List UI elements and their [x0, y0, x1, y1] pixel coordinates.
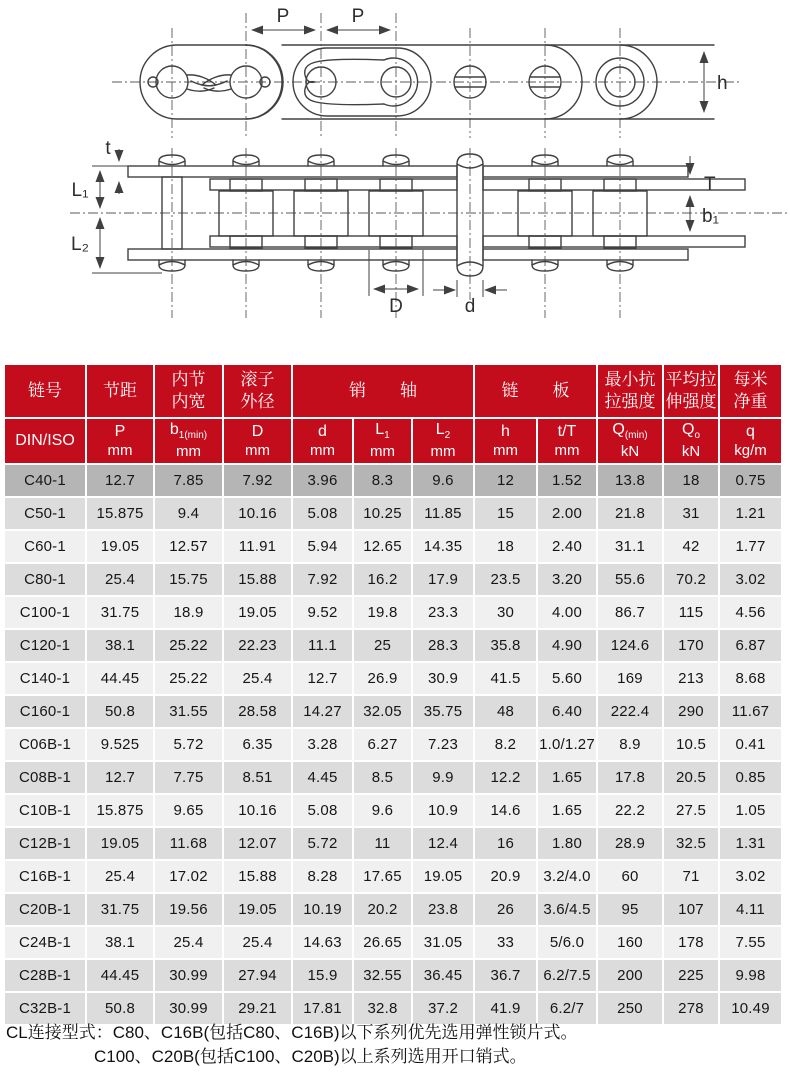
spec-value-cell: 30.99 — [155, 960, 222, 991]
col-group-pitch: 节距 — [87, 365, 153, 417]
spec-value-cell: 15.875 — [87, 795, 153, 826]
chain-number-cell: C24B-1 — [5, 927, 85, 958]
spec-value-cell: 15.88 — [224, 564, 291, 595]
spec-value-cell: 169 — [598, 663, 662, 694]
chain-number-cell: C28B-1 — [5, 960, 85, 991]
col-symbol-pitch-p: P mm — [87, 419, 153, 463]
spec-value-cell: 9.6 — [413, 465, 473, 496]
spec-value-cell: 38.1 — [87, 927, 153, 958]
spec-value-cell: 9.9 — [413, 762, 473, 793]
spec-value-cell: 4.45 — [293, 762, 352, 793]
spec-value-cell: 12.7 — [293, 663, 352, 694]
spec-value-cell: 7.85 — [155, 465, 222, 496]
spec-value-cell: 41.5 — [475, 663, 536, 694]
spec-value-cell: 17.65 — [354, 861, 411, 892]
spec-value-cell: 9.6 — [354, 795, 411, 826]
table-row — [5, 762, 781, 793]
spec-value-cell: 16.2 — [354, 564, 411, 595]
spec-value-cell: 6.27 — [354, 729, 411, 760]
spec-value-cell: 7.23 — [413, 729, 473, 760]
spec-value-cell: 25.4 — [87, 861, 153, 892]
spec-value-cell: 3.20 — [538, 564, 596, 595]
spec-value-cell: 50.8 — [87, 993, 153, 1024]
spec-value-cell: 20.9 — [475, 861, 536, 892]
spec-value-cell: 70.2 — [664, 564, 718, 595]
spec-value-cell: 27.5 — [664, 795, 718, 826]
spec-value-cell: 1.80 — [538, 828, 596, 859]
table-row — [5, 696, 781, 727]
spec-value-cell: 5.72 — [293, 828, 352, 859]
spec-value-cell: 3.28 — [293, 729, 352, 760]
spec-value-cell: 3.2/4.0 — [538, 861, 596, 892]
spec-value-cell: 10.49 — [720, 993, 781, 1024]
table-row — [5, 630, 781, 661]
spec-value-cell: 19.05 — [224, 894, 291, 925]
spec-value-cell: 19.05 — [87, 828, 153, 859]
spec-value-cell: 36.7 — [475, 960, 536, 991]
spec-value-cell: 55.6 — [598, 564, 662, 595]
spec-value-cell: 1.52 — [538, 465, 596, 496]
spec-value-cell: 10.16 — [224, 498, 291, 529]
spec-value-cell: 4.00 — [538, 597, 596, 628]
spec-value-cell: 44.45 — [87, 663, 153, 694]
spec-value-cell: 11.91 — [224, 531, 291, 562]
spec-value-cell: 19.05 — [413, 861, 473, 892]
spec-value-cell: 14.27 — [293, 696, 352, 727]
spec-value-cell: 41.9 — [475, 993, 536, 1024]
dim-label-h: h — [717, 73, 728, 94]
spec-value-cell: 200 — [598, 960, 662, 991]
spec-value-cell: 170 — [664, 630, 718, 661]
spec-value-cell: 25.22 — [155, 663, 222, 694]
spec-value-cell: 8.9 — [598, 729, 662, 760]
spec-value-cell: 11.85 — [413, 498, 473, 529]
chain-number-cell: C08B-1 — [5, 762, 85, 793]
spec-value-cell: 213 — [664, 663, 718, 694]
spec-value-cell: 25.4 — [224, 663, 291, 694]
spec-value-cell: 44.45 — [87, 960, 153, 991]
spec-value-cell: 25.22 — [155, 630, 222, 661]
spec-value-cell: 2.40 — [538, 531, 596, 562]
spec-value-cell: 5.60 — [538, 663, 596, 694]
spec-value-cell: 3.6/4.5 — [538, 894, 596, 925]
spec-value-cell: 27.94 — [224, 960, 291, 991]
spec-value-cell: 5.94 — [293, 531, 352, 562]
col-symbol-din-iso: DIN/ISO — [5, 419, 85, 463]
spec-value-cell: 12.65 — [354, 531, 411, 562]
spec-value-cell: 10.16 — [224, 795, 291, 826]
col-symbol-l2: $L_2$ mm — [413, 419, 473, 463]
spec-value-cell: 23.3 — [413, 597, 473, 628]
chain-number-cell: C16B-1 — [5, 861, 85, 892]
table-row — [5, 729, 781, 760]
spec-value-cell: 32.8 — [354, 993, 411, 1024]
spec-value-cell: 48 — [475, 696, 536, 727]
spec-value-cell: 8.2 — [475, 729, 536, 760]
col-symbol-qo: $Q_o$ kN — [664, 419, 718, 463]
col-group-pin: 销 轴 — [293, 365, 473, 417]
spec-value-cell: 23.5 — [475, 564, 536, 595]
spec-value-cell: 12.07 — [224, 828, 291, 859]
spec-value-cell: 5/6.0 — [538, 927, 596, 958]
chain-number-cell: C12B-1 — [5, 828, 85, 859]
spec-value-cell: 31.55 — [155, 696, 222, 727]
spec-value-cell: 12.4 — [413, 828, 473, 859]
spec-value-cell: 160 — [598, 927, 662, 958]
spec-value-cell: 7.55 — [720, 927, 781, 958]
spec-value-cell: 9.4 — [155, 498, 222, 529]
spec-value-cell: 30.9 — [413, 663, 473, 694]
spec-value-cell: 15 — [475, 498, 536, 529]
dim-label-b1: b₁ — [702, 206, 719, 227]
spec-value-cell: 8.51 — [224, 762, 291, 793]
spec-value-cell: 15.75 — [155, 564, 222, 595]
spec-value-cell: 18 — [664, 465, 718, 496]
spec-value-cell: 14.6 — [475, 795, 536, 826]
spec-value-cell: 17.81 — [293, 993, 352, 1024]
spec-value-cell: 4.90 — [538, 630, 596, 661]
spec-value-cell: 22.2 — [598, 795, 662, 826]
spec-value-cell: 38.1 — [87, 630, 153, 661]
table-row — [5, 960, 781, 991]
spec-value-cell: 28.9 — [598, 828, 662, 859]
spec-value-cell: 8.68 — [720, 663, 781, 694]
spec-value-cell: 250 — [598, 993, 662, 1024]
spec-value-cell: 9.52 — [293, 597, 352, 628]
chain-number-cell: C50-1 — [5, 498, 85, 529]
spec-value-cell: 22.23 — [224, 630, 291, 661]
chain-number-cell: C160-1 — [5, 696, 85, 727]
spec-value-cell: 1.31 — [720, 828, 781, 859]
spec-value-cell: 10.25 — [354, 498, 411, 529]
col-symbol-q: q kg/m — [720, 419, 781, 463]
col-group-roller-dia: 滚子 外径 — [224, 365, 291, 417]
spec-value-cell: 12.57 — [155, 531, 222, 562]
table-row — [5, 531, 781, 562]
spec-value-cell: 7.92 — [224, 465, 291, 496]
cotter-pin-legs-left — [187, 75, 216, 91]
spec-value-cell: 10.5 — [664, 729, 718, 760]
spec-value-cell: 60 — [598, 861, 662, 892]
spec-value-cell: 12.2 — [475, 762, 536, 793]
table-header-symbols — [5, 419, 781, 463]
spec-value-cell: 6.2/7.5 — [538, 960, 596, 991]
spec-value-cell: 20.2 — [354, 894, 411, 925]
spec-value-cell: 8.28 — [293, 861, 352, 892]
table-row — [5, 795, 781, 826]
footnote-line-2: C100、C20B(包括C100、C20B)以上系列选用开口销式。 — [94, 1046, 527, 1066]
spec-value-cell: 1.65 — [538, 762, 596, 793]
spec-value-cell: 71 — [664, 861, 718, 892]
chain-number-cell: C06B-1 — [5, 729, 85, 760]
dim-label-pitch-2: P — [351, 6, 365, 27]
spec-value-cell: 4.56 — [720, 597, 781, 628]
spec-value-cell: 0.85 — [720, 762, 781, 793]
spec-value-cell: 11.68 — [155, 828, 222, 859]
spec-value-cell: 17.8 — [598, 762, 662, 793]
table-row — [5, 828, 781, 859]
spec-value-cell: 7.75 — [155, 762, 222, 793]
spec-value-cell: 32.05 — [354, 696, 411, 727]
spec-value-cell: 17.9 — [413, 564, 473, 595]
dim-label-d: d — [464, 296, 476, 317]
col-symbol-tt: t/T mm — [538, 419, 596, 463]
spec-value-cell: 19.05 — [224, 597, 291, 628]
spec-value-cell: 3.02 — [720, 861, 781, 892]
spec-value-cell: 9.65 — [155, 795, 222, 826]
spec-value-cell: 222.4 — [598, 696, 662, 727]
spec-value-cell: 12 — [475, 465, 536, 496]
spec-value-cell: 18 — [475, 531, 536, 562]
spec-value-cell: 9.525 — [87, 729, 153, 760]
spec-value-cell: 107 — [664, 894, 718, 925]
spec-value-cell: 11 — [354, 828, 411, 859]
spec-table-body — [5, 465, 781, 1024]
spec-value-cell: 5.08 — [293, 498, 352, 529]
spec-value-cell: 4.11 — [720, 894, 781, 925]
col-symbol-qmin: $Q_{(min)}$ kN — [598, 419, 662, 463]
spec-value-cell: 225 — [664, 960, 718, 991]
spec-value-cell: 10.9 — [413, 795, 473, 826]
chain-side-view — [128, 154, 745, 276]
col-group-inner-width: 内节 内宽 — [155, 365, 222, 417]
chain-number-cell: C40-1 — [5, 465, 85, 496]
spec-value-cell: 25.4 — [155, 927, 222, 958]
spec-value-cell: 30 — [475, 597, 536, 628]
spec-value-cell: 6.35 — [224, 729, 291, 760]
table-row — [5, 498, 781, 529]
spec-value-cell: 31.75 — [87, 597, 153, 628]
col-group-avg-tensile: 平均拉 伸强度 — [664, 365, 718, 417]
footnote-line-1: CL连接型式：C80、C16B(包括C80、C16B)以下系列优先选用弹性锁片式。 — [6, 1023, 578, 1042]
spec-value-cell: 1.77 — [720, 531, 781, 562]
spec-value-cell: 19.05 — [87, 531, 153, 562]
spec-value-cell: 1.0/1.27 — [538, 729, 596, 760]
spec-value-cell: 33 — [475, 927, 536, 958]
spec-table-wrap — [3, 363, 783, 1026]
spec-value-cell: 2.00 — [538, 498, 596, 529]
spec-value-cell: 14.35 — [413, 531, 473, 562]
table-row — [5, 861, 781, 892]
chain-number-cell: C32B-1 — [5, 993, 85, 1024]
col-group-chain-no: 链号 — [5, 365, 85, 417]
spec-value-cell: 31 — [664, 498, 718, 529]
spec-value-cell: 13.8 — [598, 465, 662, 496]
spec-value-cell: 30.99 — [155, 993, 222, 1024]
chain-number-cell: C120-1 — [5, 630, 85, 661]
spec-value-cell: 19.56 — [155, 894, 222, 925]
table-row — [5, 993, 781, 1024]
spec-value-cell: 178 — [664, 927, 718, 958]
spec-value-cell: 3.02 — [720, 564, 781, 595]
chain-technical-drawing — [0, 0, 790, 340]
spec-value-cell: 9.98 — [720, 960, 781, 991]
table-row — [5, 927, 781, 958]
spec-value-cell: 278 — [664, 993, 718, 1024]
dim-label-D: D — [389, 296, 403, 317]
spec-value-cell: 1.21 — [720, 498, 781, 529]
chain-number-cell: C80-1 — [5, 564, 85, 595]
spec-value-cell: 15.875 — [87, 498, 153, 529]
spec-value-cell: 31.75 — [87, 894, 153, 925]
spec-value-cell: 17.02 — [155, 861, 222, 892]
spec-value-cell: 6.87 — [720, 630, 781, 661]
table-row — [5, 564, 781, 595]
spec-value-cell: 19.8 — [354, 597, 411, 628]
dim-label-pitch-1: P — [276, 6, 290, 27]
spec-value-cell: 14.63 — [293, 927, 352, 958]
table-row — [5, 663, 781, 694]
dim-label-l1: L₁ — [71, 180, 89, 201]
spec-value-cell: 35.75 — [413, 696, 473, 727]
spec-value-cell: 18.9 — [155, 597, 222, 628]
spec-value-cell: 25 — [354, 630, 411, 661]
col-symbol-b1min: $b_{1(min)}$ mm — [155, 419, 222, 463]
col-group-min-tensile: 最小抗 拉强度 — [598, 365, 662, 417]
spec-value-cell: 290 — [664, 696, 718, 727]
spec-value-cell: 15.9 — [293, 960, 352, 991]
col-symbol-h: h mm — [475, 419, 536, 463]
chain-number-cell: C10B-1 — [5, 795, 85, 826]
spec-value-cell: 26.65 — [354, 927, 411, 958]
spec-value-cell: 25.4 — [87, 564, 153, 595]
spec-value-cell: 12.7 — [87, 762, 153, 793]
spec-value-cell: 26 — [475, 894, 536, 925]
spec-value-cell: 26.9 — [354, 663, 411, 694]
spec-value-cell: 25.4 — [224, 927, 291, 958]
spec-value-cell: 0.75 — [720, 465, 781, 496]
col-symbol-l1: $L_1$ mm — [354, 419, 411, 463]
dim-label-T: T — [704, 174, 716, 195]
table-row — [5, 465, 781, 496]
spec-value-cell: 115 — [664, 597, 718, 628]
chain-spec-table — [3, 363, 783, 1026]
chain-number-cell: C60-1 — [5, 531, 85, 562]
dim-label-l2: L₂ — [71, 234, 89, 255]
spec-value-cell: 5.08 — [293, 795, 352, 826]
spec-value-cell: 1.05 — [720, 795, 781, 826]
spec-value-cell: 95 — [598, 894, 662, 925]
spec-value-cell: 32.5 — [664, 828, 718, 859]
spec-value-cell: 32.55 — [354, 960, 411, 991]
spec-value-cell: 16 — [475, 828, 536, 859]
spec-value-cell: 1.65 — [538, 795, 596, 826]
spec-value-cell: 31.05 — [413, 927, 473, 958]
spec-value-cell: 50.8 — [87, 696, 153, 727]
cotter-pin-legs-right — [202, 75, 231, 91]
dim-label-t: t — [105, 138, 111, 159]
spec-value-cell: 42 — [664, 531, 718, 562]
spec-value-cell: 15.88 — [224, 861, 291, 892]
table-row — [5, 597, 781, 628]
spec-value-cell: 28.58 — [224, 696, 291, 727]
spec-value-cell: 11.67 — [720, 696, 781, 727]
table-header-groups — [5, 365, 781, 417]
spec-value-cell: 12.7 — [87, 465, 153, 496]
chain-number-cell: C100-1 — [5, 597, 85, 628]
spec-value-cell: 86.7 — [598, 597, 662, 628]
spec-value-cell: 3.96 — [293, 465, 352, 496]
spec-value-cell: 7.92 — [293, 564, 352, 595]
spec-value-cell: 31.1 — [598, 531, 662, 562]
col-symbol-pin-d: d mm — [293, 419, 352, 463]
spec-value-cell: 23.8 — [413, 894, 473, 925]
col-group-plate: 链 板 — [475, 365, 596, 417]
spec-value-cell: 5.72 — [155, 729, 222, 760]
spec-value-cell: 20.5 — [664, 762, 718, 793]
col-symbol-roller-d: D mm — [224, 419, 291, 463]
spec-value-cell: 8.5 — [354, 762, 411, 793]
spec-value-cell: 8.3 — [354, 465, 411, 496]
chain-number-cell: C20B-1 — [5, 894, 85, 925]
spec-value-cell: 6.40 — [538, 696, 596, 727]
spec-value-cell: 29.21 — [224, 993, 291, 1024]
col-group-weight: 每米 净重 — [720, 365, 781, 417]
spec-value-cell: 10.19 — [293, 894, 352, 925]
spec-value-cell: 37.2 — [413, 993, 473, 1024]
spec-value-cell: 11.1 — [293, 630, 352, 661]
spec-value-cell: 28.3 — [413, 630, 473, 661]
chain-number-cell: C140-1 — [5, 663, 85, 694]
spec-value-cell: 36.45 — [413, 960, 473, 991]
spec-value-cell: 21.8 — [598, 498, 662, 529]
cl-connection-note — [6, 1021, 577, 1069]
table-row — [5, 894, 781, 925]
spec-value-cell: 6.2/7 — [538, 993, 596, 1024]
spec-value-cell: 124.6 — [598, 630, 662, 661]
spec-value-cell: 0.41 — [720, 729, 781, 760]
spec-value-cell: 35.8 — [475, 630, 536, 661]
